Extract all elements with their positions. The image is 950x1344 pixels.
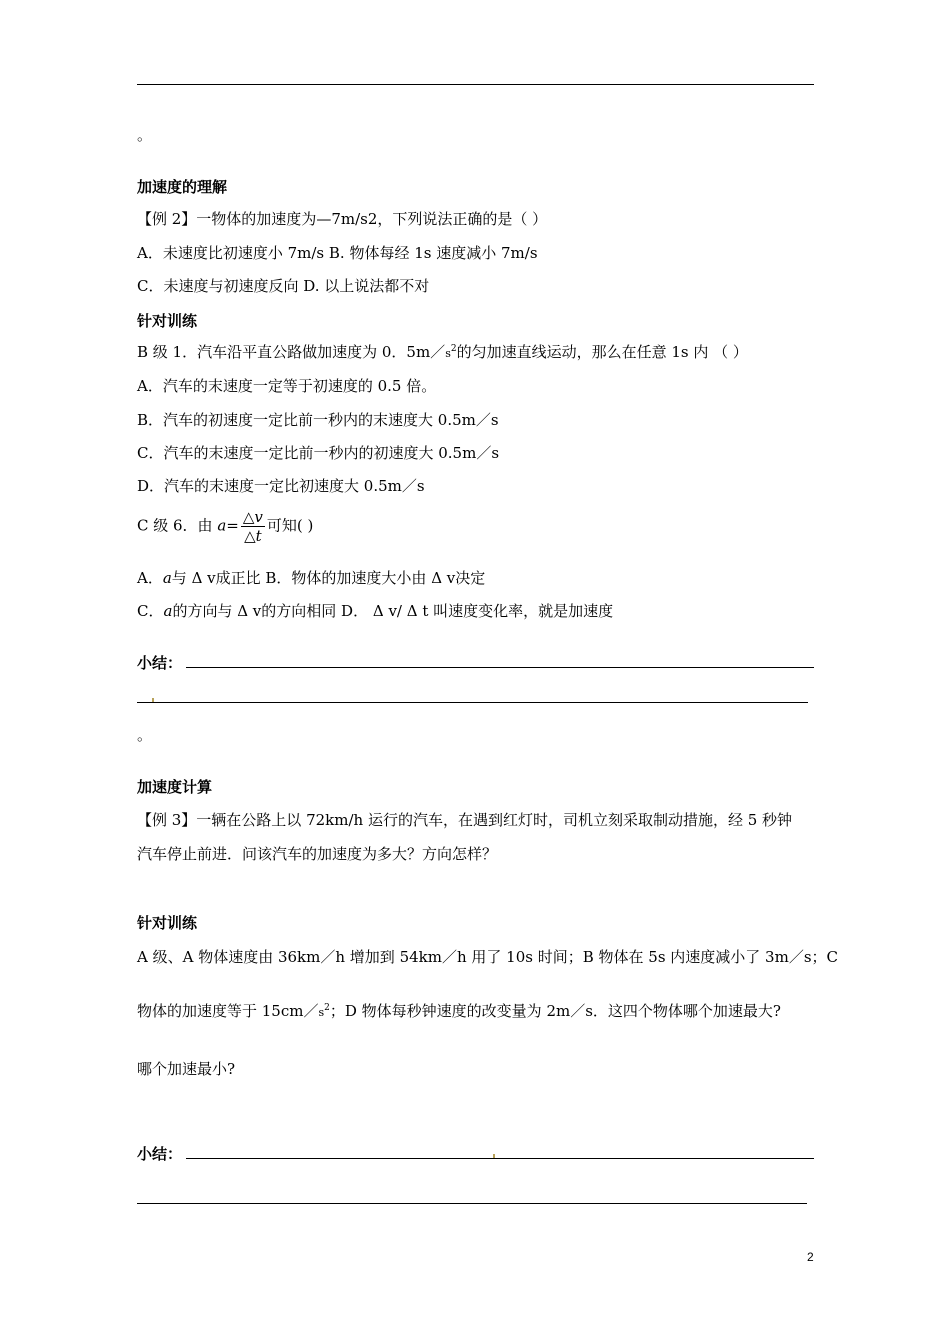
section-heading-calculation: 加速度计算 [137, 778, 213, 796]
option-label-c: C． [137, 602, 164, 620]
practice-q6-prefix: C 级 6．由 [137, 516, 218, 535]
unit-s: s [445, 347, 451, 360]
practice-q1-text-a: B 级 1．汽车沿平直公路做加速度为 0．5m／ [137, 343, 446, 361]
practice-2-line-2-a: 物体的加速度等于 15cm／ [137, 1002, 319, 1020]
example-3-line-2: 汽车停止前进．问该汽车的加速度为多大？方向怎样？ [137, 845, 498, 863]
page-number: 2 [807, 1250, 814, 1264]
header-rule [137, 84, 814, 85]
example-3-line-1: 【例 3】一辆在公路上以 72km/h 运行的汽车，在遇到红灯时，司机立刻采取制动措施，经 5 秒钟 [137, 811, 793, 829]
unit-exponent: 2 [324, 1003, 330, 1013]
practice-q1-option-c: C．汽车的末速度一定比前一秒内的初速度大 0.5m／s [137, 444, 500, 462]
summary-1-line-1 [186, 667, 814, 668]
example-2-options-ab: A．未速度比初速度小 7m/s B. 物体每经 1s 速度减小 7m/s [137, 244, 538, 262]
lead-dot: 。 [137, 126, 153, 144]
summary-2-line-2 [137, 1203, 807, 1204]
section-heading-understanding: 加速度的理解 [137, 178, 228, 196]
symbol-a: a [162, 569, 172, 587]
equals-sign: = [226, 516, 239, 535]
practice-q1-text-b: 的匀加速直线运动，那么在任意 1s 内 （ ） [456, 343, 748, 361]
example-2-question: 【例 2】一物体的加速度为—7m/s2，下列说法正确的是（ ） [137, 210, 548, 228]
symbol-a: a [217, 516, 227, 535]
example-2-options-cd: C．未速度与初速度反向 D. 以上说法都不对 [137, 277, 430, 295]
summary-1-line-2 [137, 702, 808, 703]
practice-2-line-3: 哪个加速最小? [137, 1060, 236, 1078]
unit-exponent: 2 [450, 344, 457, 354]
mark-tick [493, 1154, 495, 1158]
practice-q1-option-d: D．汽车的末速度一定比初速度大 0.5m／s [137, 477, 425, 495]
fraction-numerator: △v [242, 508, 263, 526]
section-heading-practice-2: 针对训练 [137, 914, 198, 932]
mark-tick [152, 698, 154, 702]
fraction-dv-dt [241, 508, 265, 545]
practice-q6-options-ab [137, 567, 485, 588]
practice-q6-ab-text: 与 Δ v成正比 B．物体的加速度大小由 Δ v决定 [171, 569, 486, 587]
practice-q6-options-cd [137, 600, 613, 621]
fraction-denominator: △t [244, 527, 262, 545]
option-label-a: A． [137, 569, 163, 587]
summary-2-label: 小结： [137, 1145, 183, 1163]
practice-q1-option-a: A．汽车的末速度一定等于初速度的 0.5 倍。 [137, 377, 437, 395]
practice-2-line-2-b: ；D 物体每秒钟速度的改变量为 2m／s．这四个物体哪个加速最大? [329, 1002, 781, 1020]
summary-1-label: 小结： [137, 654, 183, 672]
summary-2-line-1 [186, 1158, 814, 1159]
practice-q6-suffix: 可知( ) [266, 516, 314, 535]
practice-q6-cd-text: 的方向与 Δ v的方向相同 D． Δ v/ Δ t 叫速度变化率，就是加速度 [172, 602, 614, 620]
summary-1-dot: 。 [137, 726, 153, 744]
practice-2-line-2 [137, 1000, 781, 1021]
unit-s: s [318, 1006, 325, 1019]
practice-2-line-1: A 级、A 物体速度由 36km／h 增加到 54km／h 用了 10s 时间；B 物体在 5s 内速度减小了 3m／s；C [137, 948, 838, 966]
symbol-a: a [163, 602, 173, 620]
practice-q6 [137, 508, 313, 545]
practice-q1-option-b: B．汽车的初速度一定比前一秒内的末速度大 0.5m／s [137, 411, 499, 429]
practice-q1 [137, 341, 748, 362]
section-heading-practice-1: 针对训练 [137, 312, 198, 330]
